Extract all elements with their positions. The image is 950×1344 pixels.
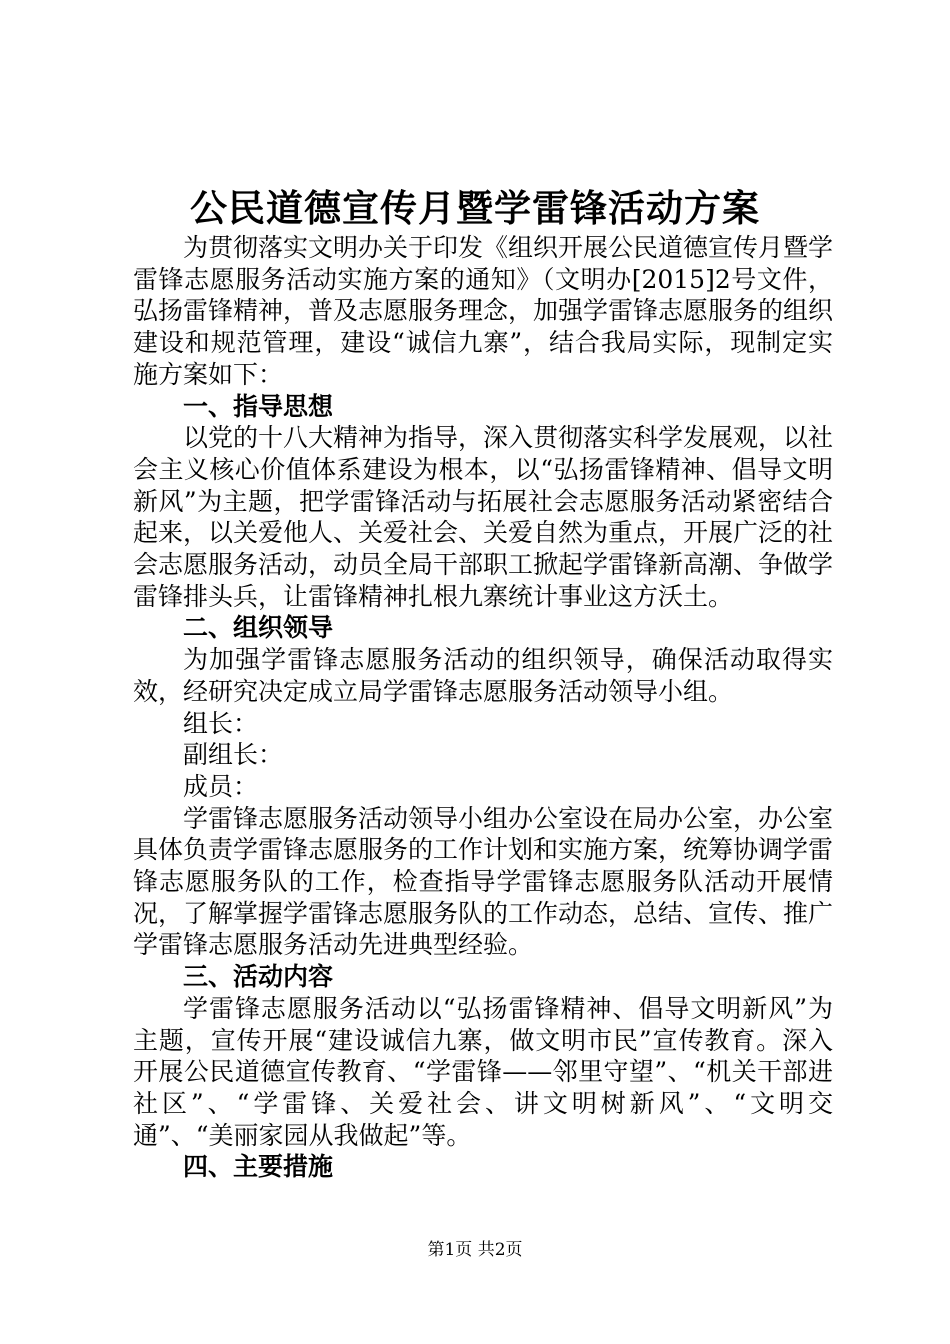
document-title: 公民道德宣传月暨学雷锋活动方案 — [190, 186, 760, 230]
organization-paragraph: 为加强学雷锋志愿服务活动的组织领导，确保活动取得实效，经研究决定成立局学雷锋志愿服务活动领导小组。 — [133, 645, 833, 706]
deputy-leader-line: 副组长： — [183, 740, 284, 770]
section-heading-main-measures: 四、主要措施 — [183, 1152, 334, 1182]
office-duties-paragraph: 学雷锋志愿服务活动领导小组办公室设在局办公室，办公室具体负责学雷锋志愿服务的工作计划和实施方案，统筹协调学雷锋志愿服务队的工作，检查指导学雷锋志愿服务队活动开展情况，了解掌握学雷锋志愿服务队的工作动态，总结、宣传、推广学雷锋志愿服务活动先进典型经验。 — [133, 803, 834, 960]
guiding-ideology-paragraph: 以党的十八大精神为指导，深入贯彻落实科学发展观，以社会主义核心价值体系建设为根本，以“弘扬雷锋精神、倡导文明新风”为主题，把学雷锋活动与拓展社会志愿服务活动紧密结合起来，以关爱他人、关爱社会、关爱自然为重点，开展广泛的社会志愿服务活动，动员全局干部职工掀起学雷锋新高潮、争做学雷锋排头兵，让雷锋精神扎根九寨统计事业这方沃土。 — [133, 423, 834, 611]
section-heading-organization: 二、组织领导 — [183, 613, 334, 643]
document-body — [133, 232, 833, 1183]
intro-paragraph: 为贯彻落实文明办关于印发《组织开展公民道德宣传月暨学雷锋志愿服务活动实施方案的通知》（文明办[2015]2号文件，弘扬雷锋精神，普及志愿服务理念，加强学雷锋志愿服务的组织建设和规范管理，建设“诚信九寨”，结合我局实际，现制定实施方案如下： — [133, 233, 834, 389]
activity-content-paragraph: 学雷锋志愿服务活动以“弘扬雷锋精神、倡导文明新风”为主题，宣传开展“建设诚信九寨，做文明市民”宣传教育。深入开展公民道德宣传教育、“学雷锋——邻里守望”、“机关干部进社区”、“学雷锋、关爱社会、讲文明树新风”、“文明交通”、“美丽家园从我做起”等。 — [133, 993, 834, 1150]
page-number-indicator: 第1页 共2页 — [427, 1240, 523, 1260]
section-heading-guiding-ideology: 一、指导思想 — [183, 391, 334, 421]
page-footer — [0, 1238, 950, 1262]
members-line: 成员： — [183, 771, 259, 801]
section-heading-activity-content: 三、活动内容 — [183, 962, 334, 992]
team-leader-line: 组长： — [183, 708, 259, 738]
